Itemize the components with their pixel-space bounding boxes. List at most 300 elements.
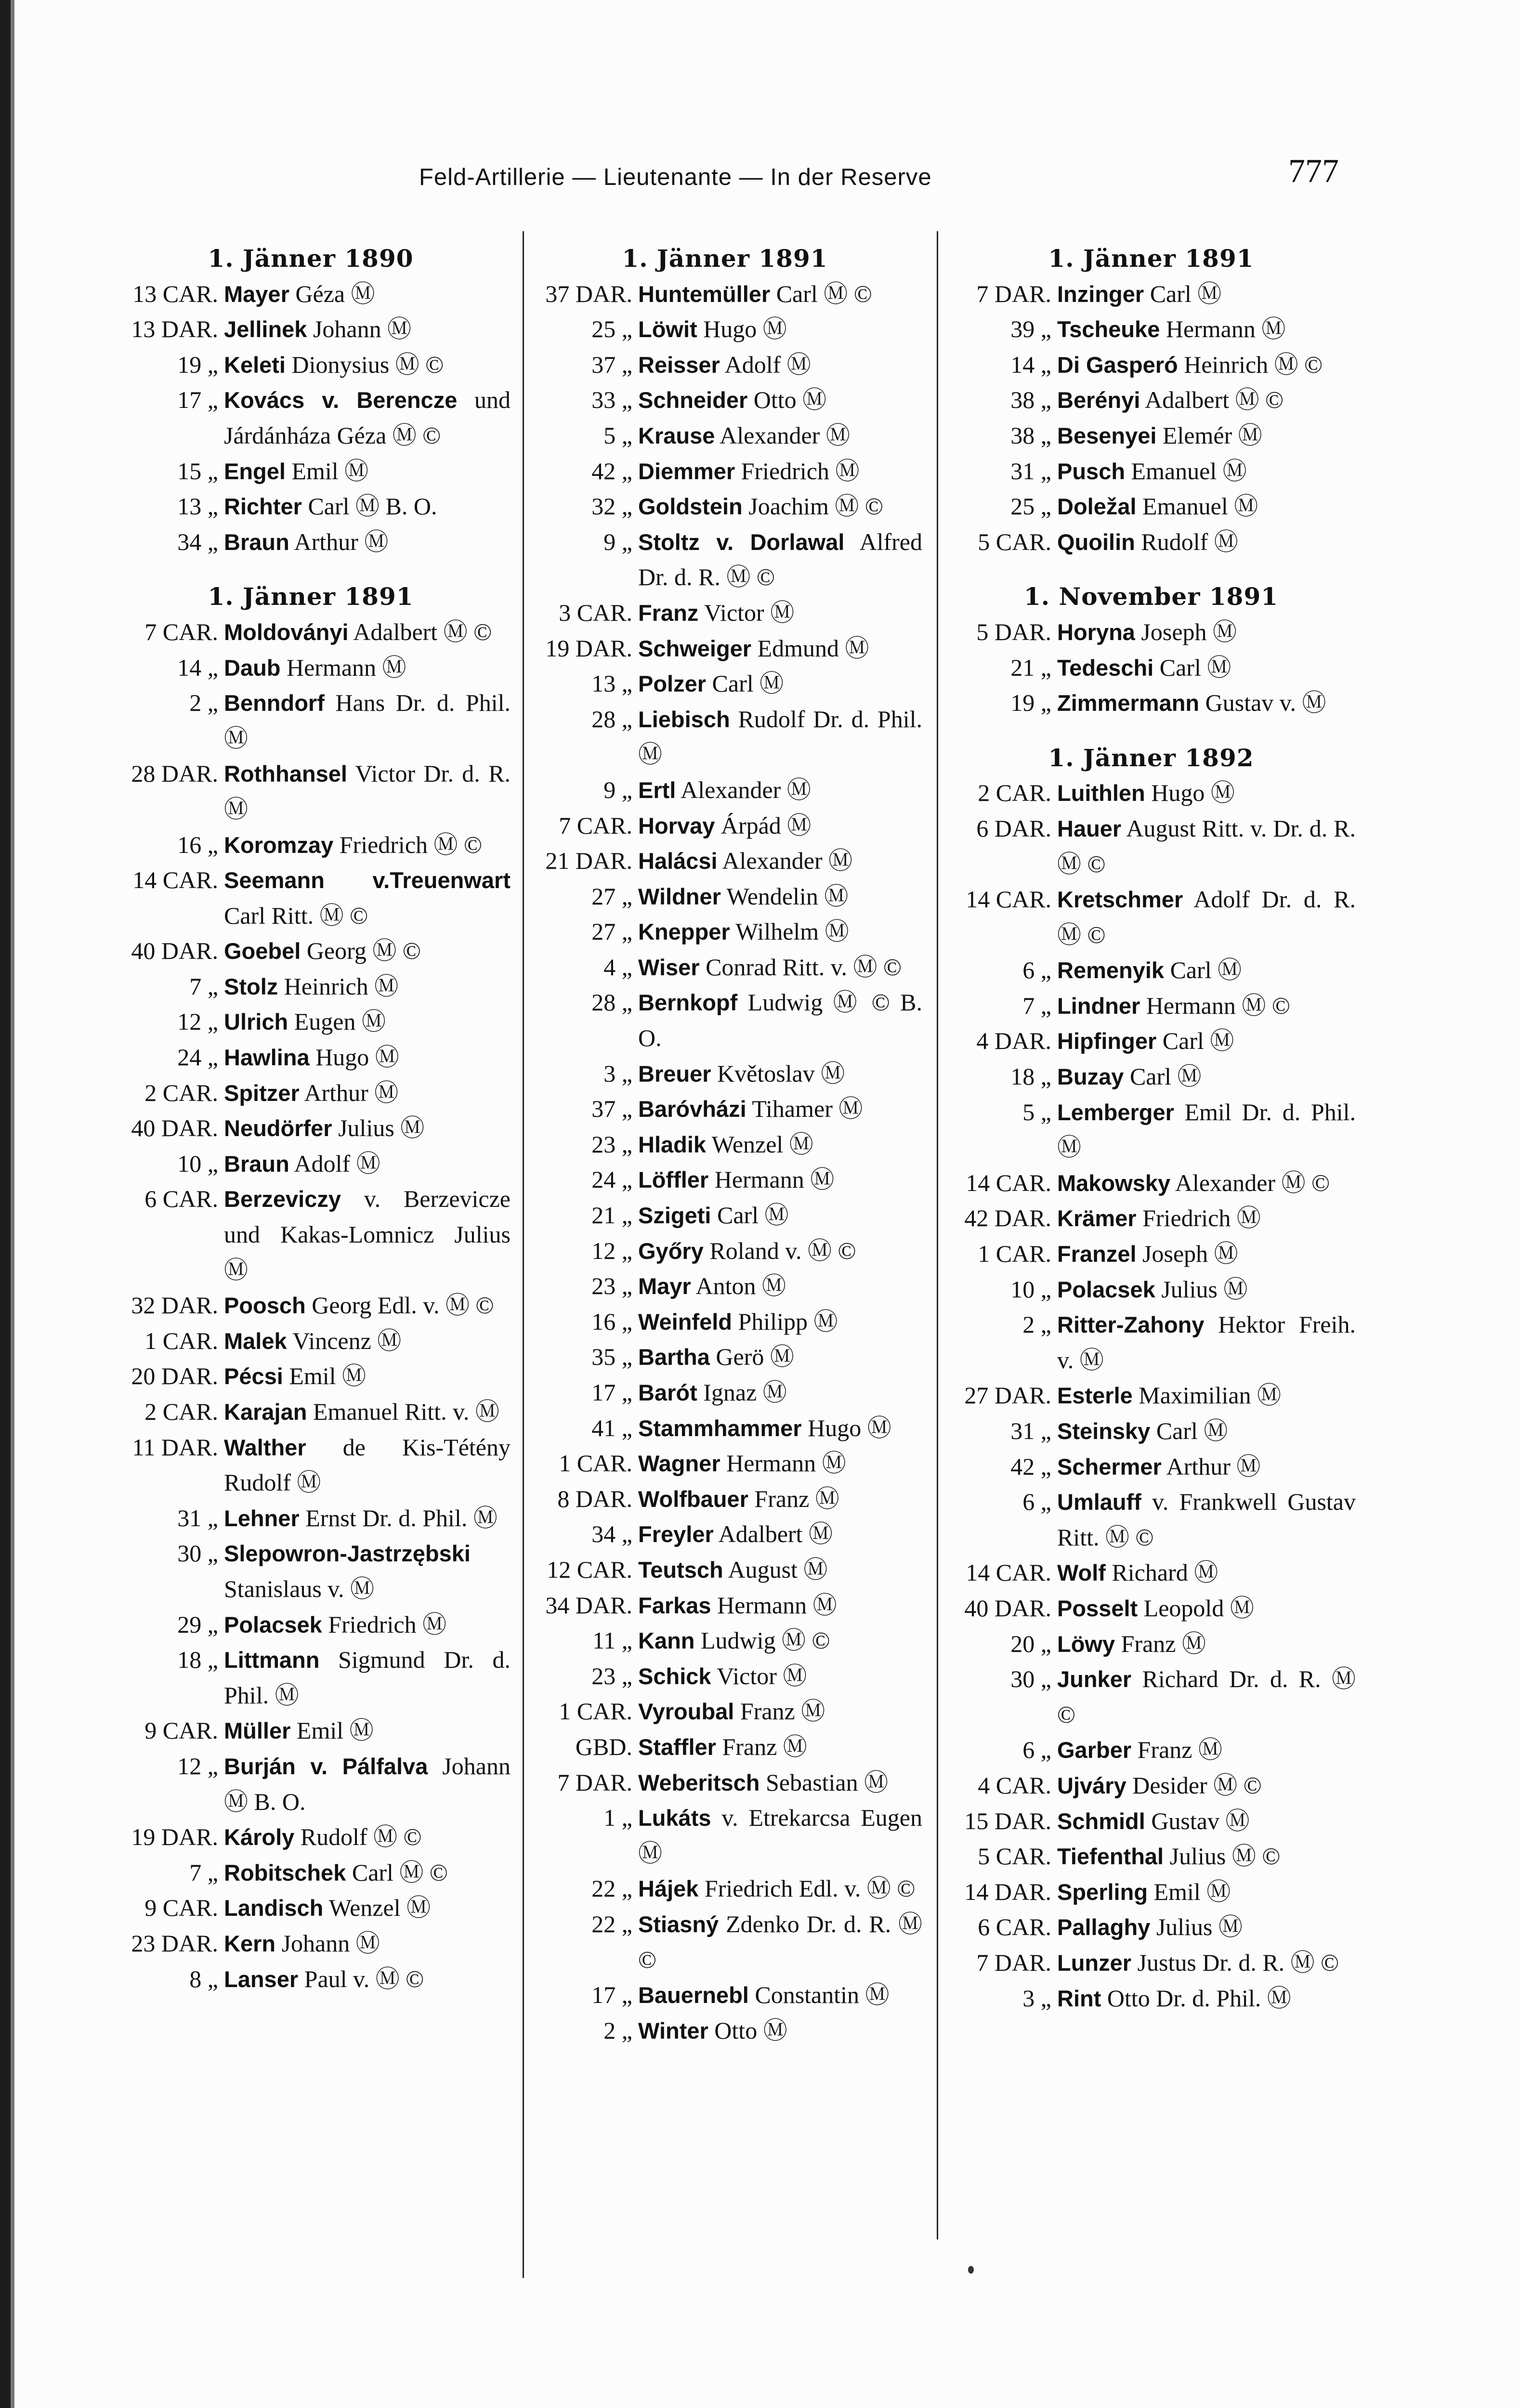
officer-surname: Hipfinger [1057, 1028, 1157, 1054]
officer-surname: Stammhammer [638, 1415, 802, 1441]
officer-surname: Müller [224, 1718, 291, 1744]
officer-entry [527, 1056, 922, 1092]
entry-text [638, 808, 922, 844]
officer-surname: Ritter-Zahony [1057, 1312, 1205, 1338]
officer-entry [946, 1165, 1356, 1201]
officer-surname: Staffler [638, 1734, 716, 1760]
officer-entry [111, 1040, 511, 1075]
officer-entry [946, 347, 1356, 383]
officer-surname: Győry [638, 1238, 704, 1264]
officer-details: Alfred Dr. d. R. Ⓜ © [638, 528, 922, 591]
officer-entry [946, 650, 1356, 686]
officer-surname: Makowsky [1057, 1170, 1171, 1196]
officer-surname: Esterle [1057, 1383, 1133, 1409]
officer-entry [946, 685, 1356, 721]
officer-details: Maximilian Ⓜ [1132, 1382, 1282, 1409]
officer-details: Carl Ⓜ [711, 1202, 789, 1229]
officer-details: Hugo Ⓜ [697, 315, 787, 343]
entry-text [224, 1288, 511, 1323]
officer-surname: Weberitsch [638, 1769, 760, 1795]
regiment-number: 11 DAR. [132, 1433, 218, 1461]
officer-entry [111, 756, 511, 827]
officer-details: Carl Ⓜ © [770, 280, 872, 307]
officer-surname: Mayr [638, 1273, 691, 1299]
officer-surname: Quoilin [1057, 529, 1135, 555]
officer-details: Adalbert Ⓜ © [1140, 386, 1284, 414]
officer-details: Carl Ⓜ [1156, 1027, 1234, 1055]
regiment-number: 38 „ [1010, 421, 1051, 449]
officer-surname: Bauernebl [638, 1982, 749, 2008]
regiment-number: 31 „ [177, 1504, 218, 1531]
officer-entry [946, 1626, 1356, 1662]
regiment-number: 21 „ [591, 1202, 632, 1229]
entry-text [638, 879, 922, 915]
column-rule-left [523, 231, 524, 2278]
officer-entry [946, 1449, 1356, 1485]
officer-surname: Braun [224, 1151, 289, 1177]
entry-text [1057, 1378, 1356, 1413]
officer-entry [527, 524, 922, 595]
regiment-number: 18 „ [177, 1646, 218, 1674]
officer-details: Georg Ⓜ © [301, 937, 421, 965]
entry-text [1057, 1201, 1356, 1236]
regiment-number: 24 „ [591, 1166, 632, 1193]
officer-details: Emil Ⓜ [283, 1362, 367, 1390]
officer-details: Hektor Freih. v. Ⓜ [1057, 1311, 1356, 1374]
officer-entry [946, 811, 1356, 882]
officer-details: Emanuel Ⓜ [1125, 457, 1247, 484]
entry-text [638, 950, 922, 985]
officer-details: Carl Ⓜ [1150, 1417, 1228, 1444]
entry-text [224, 347, 511, 383]
officer-entry [527, 1339, 922, 1375]
officer-details: August Ⓜ [723, 1556, 828, 1583]
officer-entry [527, 772, 922, 808]
officer-details: Georg Edl. v. Ⓜ © [305, 1292, 494, 1319]
officer-details: Franz Ⓜ [748, 1485, 839, 1512]
officer-surname: Baróvházi [638, 1096, 746, 1122]
officer-entry [527, 808, 922, 844]
officer-surname: Horyna [1057, 619, 1135, 645]
officer-entry [527, 312, 922, 347]
officer-surname: Kern [224, 1930, 276, 1956]
officer-surname: Schmidl [1057, 1808, 1145, 1834]
officer-surname: Buzay [1057, 1064, 1124, 1090]
entry-text [638, 1269, 922, 1304]
officer-surname: Wagner [638, 1451, 720, 1477]
officer-details: Hermann Ⓜ [280, 654, 406, 681]
regiment-number: 28 „ [591, 989, 632, 1016]
officer-surname: Károly [224, 1824, 295, 1850]
officer-entry [527, 631, 922, 667]
entry-text [1057, 650, 1356, 686]
officer-surname: Freyler [638, 1521, 714, 1547]
regiment-number: 40 DAR. [131, 937, 218, 965]
entry-text [638, 1588, 922, 1623]
entry-text [1057, 685, 1356, 721]
entry-text [1057, 882, 1356, 953]
officer-surname: Franz [638, 600, 699, 626]
officer-details: Carl Ⓜ B. O. [301, 493, 437, 520]
officer-entry [946, 1804, 1356, 1839]
entry-text [224, 1146, 511, 1182]
entry-text [638, 1977, 922, 2013]
officer-entry [527, 1729, 922, 1765]
entry-text [1057, 1732, 1356, 1768]
regiment-number: 1 „ [603, 1804, 632, 1832]
officer-details: Friedrich Ⓜ [1136, 1204, 1261, 1232]
entry-text [1057, 347, 1356, 383]
entry-text [1057, 1023, 1356, 1059]
entry-text [638, 524, 922, 595]
officer-entry [946, 1413, 1356, 1449]
officer-entry [946, 1839, 1356, 1874]
officer-entry [527, 1800, 922, 1871]
entry-text [224, 827, 511, 863]
regiment-number: 12 „ [591, 1237, 632, 1264]
entry-text [638, 1623, 922, 1659]
officer-entry [946, 312, 1356, 347]
entry-text [1057, 775, 1356, 811]
regiment-number: 12 CAR. [547, 1556, 632, 1583]
entry-text [1057, 1272, 1356, 1308]
officer-surname: Löwy [1057, 1631, 1115, 1657]
entry-text [638, 1198, 922, 1233]
entry-text [638, 914, 922, 950]
officer-entry [527, 2013, 922, 2049]
officer-entry [946, 988, 1356, 1024]
officer-entry [946, 1023, 1356, 1059]
officer-entry [946, 1378, 1356, 1413]
officer-surname: Polzer [638, 671, 707, 697]
regiment-number: 25 „ [1010, 493, 1051, 520]
entry-text [638, 1659, 922, 1694]
officer-entry [111, 312, 511, 347]
officer-entry [946, 1272, 1356, 1308]
officer-surname: Goldstein [638, 494, 743, 520]
officer-surname: Farkas [638, 1592, 711, 1618]
regiment-number: 18 „ [1010, 1063, 1051, 1090]
officer-details: Hermann Ⓜ [708, 1166, 835, 1193]
regiment-number: 23 „ [591, 1130, 632, 1158]
officer-details: Hermann Ⓜ [711, 1591, 837, 1619]
column-right [946, 241, 1356, 2016]
entry-text [638, 1411, 922, 1446]
officer-details: de Kis-Tétény Rudolf Ⓜ [224, 1433, 511, 1496]
officer-entry [527, 1446, 922, 1481]
officer-entry [946, 1768, 1356, 1804]
officer-details: Emanuel Ritt. v. Ⓜ [307, 1398, 499, 1425]
officer-surname: Bernkopf [638, 990, 738, 1016]
officer-entry [946, 382, 1356, 418]
entry-text [638, 1481, 922, 1517]
officer-details: Vincenz Ⓜ [287, 1327, 402, 1354]
regiment-number: 19 „ [177, 351, 218, 378]
regiment-number: 10 „ [1010, 1275, 1051, 1303]
officer-surname: Wolf [1057, 1560, 1106, 1586]
officer-surname: Umlauff [1057, 1489, 1141, 1515]
officer-details: Paul v. Ⓜ © [298, 1965, 424, 1992]
officer-entry [111, 1430, 511, 1501]
officer-details: Carl Ritt. Ⓜ © [224, 902, 368, 929]
regiment-number: 4 DAR. [976, 1027, 1051, 1055]
officer-entry [111, 1323, 511, 1359]
officer-entry [111, 615, 511, 650]
regiment-number: 13 CAR. [132, 280, 218, 307]
officer-entry [111, 1962, 511, 1997]
officer-entry [527, 702, 922, 772]
officer-entry [946, 1945, 1356, 1981]
officer-entry [111, 276, 511, 312]
entry-text [638, 1907, 922, 1977]
regiment-number: 2 CAR. [144, 1079, 218, 1106]
section-heading: 1. Jänner 1891 [1048, 244, 1254, 273]
officer-surname: Huntemüller [638, 281, 771, 307]
entry-text [638, 985, 922, 1056]
officer-surname: Posselt [1057, 1595, 1138, 1621]
officer-entry [111, 1075, 511, 1111]
regiment-number: 9 CAR. [144, 1717, 218, 1744]
officer-details: Victor Ⓜ [711, 1662, 807, 1689]
officer-details: Otto Dr. d. Phil. Ⓜ [1101, 1984, 1291, 2012]
regiment-number: 14 CAR. [966, 886, 1051, 913]
officer-surname: Remenyik [1057, 957, 1165, 983]
officer-entry [527, 666, 922, 702]
officer-entry [527, 1765, 922, 1801]
officer-details: Zdenko Dr. d. R. Ⓜ © [638, 1910, 922, 1973]
officer-details: Johann Ⓜ [275, 1929, 380, 1957]
entry-text [1057, 1804, 1356, 1839]
officer-surname: Ertl [638, 777, 676, 803]
officer-surname: Polacsek [1057, 1276, 1155, 1302]
officer-entry [111, 1111, 511, 1146]
officer-details: Ludwig Ⓜ © B. O. [638, 989, 922, 1052]
officer-entry [527, 1977, 922, 2013]
officer-surname: Kovács v. Berencze [224, 387, 458, 413]
officer-entry [946, 1484, 1356, 1555]
entry-text [224, 1713, 511, 1749]
officer-details: Ignaz Ⓜ [697, 1379, 787, 1406]
officer-details: v. Etrekarcsa Eugen Ⓜ [638, 1804, 922, 1867]
entry-text [638, 1446, 922, 1481]
entry-text [638, 1375, 922, 1411]
regiment-number: 42 DAR. [964, 1204, 1051, 1232]
entry-text [224, 1111, 511, 1146]
officer-entry [111, 827, 511, 863]
regiment-number: 3 „ [603, 1060, 632, 1087]
entry-text [224, 650, 511, 686]
entry-text [1057, 1165, 1356, 1201]
officer-details: Ernst Dr. d. Phil. Ⓜ [299, 1504, 498, 1531]
officer-surname: Hájek [638, 1876, 699, 1902]
entry-text [224, 1536, 511, 1607]
officer-entry [527, 454, 922, 489]
officer-details: v. Frankwell Gustav Ritt. Ⓜ © [1057, 1488, 1356, 1551]
officer-surname: Pusch [1057, 458, 1126, 484]
regiment-number: 14 CAR. [132, 866, 218, 894]
column-middle [527, 241, 922, 2048]
officer-entry [527, 1623, 922, 1659]
regiment-number: 14 „ [1010, 351, 1051, 378]
officer-surname: Robitschek [224, 1859, 346, 1885]
officer-details: Emanuel Ⓜ [1136, 493, 1258, 520]
officer-details: Alexander Ⓜ [715, 421, 850, 449]
officer-details: Dionysius Ⓜ © [286, 351, 444, 378]
officer-entry [946, 615, 1356, 650]
entry-text [638, 1765, 922, 1801]
entry-text [638, 666, 922, 702]
officer-entry [111, 1890, 511, 1926]
regiment-number: 17 „ [177, 386, 218, 414]
officer-surname: Schneider [638, 387, 748, 413]
officer-entry [111, 1536, 511, 1607]
entry-text [224, 382, 511, 453]
ink-speck [968, 2266, 974, 2274]
officer-entry [527, 1871, 922, 1907]
officer-surname: Tscheuke [1057, 316, 1160, 342]
entry-text [638, 1091, 922, 1127]
regiment-number: 9 „ [603, 528, 632, 555]
entry-text [224, 1642, 511, 1713]
officer-entry [527, 1517, 922, 1552]
regiment-number: 6 CAR. [978, 1913, 1051, 1941]
officer-surname: Berzeviczy [224, 1186, 341, 1212]
entry-text [638, 595, 922, 631]
officer-entry [527, 843, 922, 879]
officer-entry [527, 276, 922, 312]
entry-text [224, 969, 511, 1005]
regiment-number: 5 CAR. [978, 1843, 1051, 1870]
section-heading: 1. Jänner 1892 [1048, 743, 1254, 772]
officer-surname: Di Gasperó [1057, 352, 1178, 378]
entry-text [224, 489, 511, 524]
officer-surname: Liebisch [638, 706, 730, 732]
officer-surname: Krämer [1057, 1205, 1137, 1231]
officer-details: Alexander Ⓜ [717, 847, 853, 875]
regiment-number: 7 DAR. [557, 1768, 632, 1796]
entry-text [224, 1819, 511, 1855]
section-spacer [111, 560, 511, 579]
entry-text [638, 418, 922, 454]
officer-details: Adolf Ⓜ [720, 351, 811, 378]
officer-details: Richard Dr. d. R. Ⓜ © [1057, 1665, 1356, 1728]
officer-surname: Inzinger [1057, 281, 1144, 307]
officer-details: Emil Ⓜ [285, 457, 369, 484]
officer-details: Leopold Ⓜ [1138, 1594, 1254, 1622]
officer-entry [111, 454, 511, 489]
officer-surname: Löwit [638, 316, 697, 342]
regiment-number: 27 „ [591, 882, 632, 910]
regiment-number: 24 „ [177, 1044, 218, 1071]
regiment-number: 6 „ [1022, 1736, 1051, 1764]
officer-details: Hugo Ⓜ [309, 1044, 399, 1071]
regiment-number: 17 „ [591, 1379, 632, 1406]
entry-text [224, 1962, 511, 1997]
section-heading: 1. November 1891 [1023, 582, 1279, 611]
entry-text [1057, 1307, 1356, 1378]
regiment-number: 7 DAR. [976, 1949, 1051, 1976]
officer-details: Joachim Ⓜ © [742, 493, 883, 520]
officer-entry [946, 1910, 1356, 1945]
officer-entry [946, 1059, 1356, 1095]
officer-details: Friedrich Ⓜ [735, 457, 860, 484]
officer-entry [946, 1874, 1356, 1910]
officer-entry [527, 1411, 922, 1446]
officer-entry [111, 1607, 511, 1643]
regiment-number: 6 DAR. [976, 814, 1051, 842]
officer-details: Julius Ⓜ [1155, 1275, 1248, 1303]
officer-entry [527, 382, 922, 418]
officer-entry [111, 863, 511, 933]
officer-surname: Wildner [638, 883, 721, 909]
officer-details: Tihamer Ⓜ [746, 1095, 863, 1123]
entry-text [224, 1890, 511, 1926]
officer-details: Julius Ⓜ [1150, 1913, 1243, 1941]
officer-details: Květoslav Ⓜ [711, 1060, 845, 1087]
officer-details: Wendelin Ⓜ [720, 882, 849, 910]
officer-surname: Lehner [224, 1505, 300, 1531]
regiment-number: 32 „ [591, 493, 632, 520]
regiment-number: 35 „ [591, 1343, 632, 1371]
officer-details: Adalbert Ⓜ [713, 1520, 833, 1548]
officer-surname: Rothhansel [224, 761, 347, 787]
officer-details: Eugen Ⓜ [288, 1008, 386, 1035]
regiment-number: 38 „ [1010, 386, 1051, 414]
officer-entry [111, 524, 511, 560]
entry-text [638, 489, 922, 524]
officer-entry [946, 524, 1356, 560]
regiment-number: 6 CAR. [144, 1185, 218, 1213]
entry-text [1057, 1555, 1356, 1591]
section-heading: 1. Jänner 1890 [208, 244, 414, 273]
entry-text [224, 276, 511, 312]
officer-details: Franz Ⓜ [1131, 1736, 1222, 1764]
officer-details: Otto Ⓜ [747, 386, 827, 414]
officer-details: Hermann Ⓜ © [1140, 992, 1290, 1019]
column-left [111, 241, 511, 1997]
officer-details: Arthur Ⓜ [289, 528, 389, 555]
entry-text [1057, 1768, 1356, 1804]
officer-surname: Hawlina [224, 1045, 310, 1071]
officer-entry [527, 1375, 922, 1411]
officer-details: und Járdánháza Géza Ⓜ © [224, 386, 511, 449]
entry-text [1057, 1413, 1356, 1449]
regiment-number: 7 „ [1022, 992, 1051, 1019]
officer-surname: Landisch [224, 1895, 324, 1921]
regiment-number: 7 CAR. [559, 811, 632, 839]
officer-entry [527, 1269, 922, 1304]
regiment-number: 1 CAR. [559, 1698, 632, 1725]
officer-entry [527, 1198, 922, 1233]
entry-text [638, 276, 922, 312]
officer-surname: Junker [1057, 1666, 1132, 1692]
officer-surname: Weinfeld [638, 1309, 732, 1335]
officer-entry [527, 1588, 922, 1623]
officer-surname: Pécsi [224, 1363, 283, 1389]
officer-entry [111, 1819, 511, 1855]
officer-entry [527, 1233, 922, 1269]
officer-entry [946, 882, 1356, 953]
officer-surname: Walther [224, 1434, 306, 1460]
regiment-number: 3 CAR. [559, 599, 632, 626]
officer-entry [111, 1926, 511, 1962]
officer-surname: Tiefenthal [1057, 1844, 1164, 1870]
entry-text [1057, 312, 1356, 347]
section-heading: 1. Jänner 1891 [622, 244, 828, 273]
entry-text [638, 843, 922, 879]
officer-details: Géza Ⓜ [289, 280, 375, 307]
officer-entry [946, 454, 1356, 489]
